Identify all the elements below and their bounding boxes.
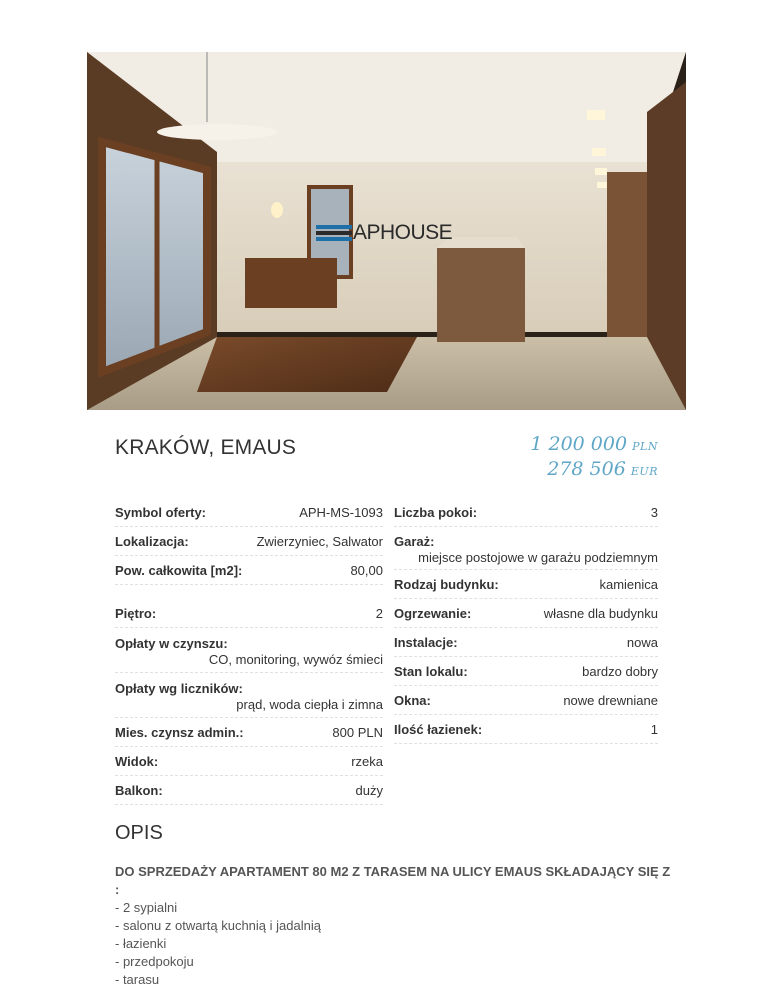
list-item: - 2 sypialni — [115, 900, 178, 915]
detail-value: miejsce postojowe w garażu podziemnym — [418, 550, 658, 565]
detail-value: własne dla budynku — [543, 606, 658, 621]
list-item: - przedpokoju — [115, 954, 194, 969]
detail-value: 800 PLN — [332, 725, 383, 740]
price-pln-amount: 1 200 000 — [530, 433, 628, 455]
description-body — [115, 863, 675, 989]
price-eur-amount: 278 506 — [547, 458, 626, 480]
detail-label: Okna: — [394, 693, 431, 708]
detail-row — [115, 675, 383, 718]
detail-label: Garaż: — [394, 534, 435, 549]
description-list — [115, 899, 675, 989]
price-pln-currency: PLN — [632, 440, 658, 453]
detail-label: Balkon: — [115, 783, 163, 798]
detail-label: Rodzaj budynku: — [394, 577, 499, 592]
price-eur-currency: EUR — [630, 465, 658, 478]
price-pln — [530, 433, 658, 458]
detail-row — [115, 529, 383, 556]
logo-bars-icon — [316, 225, 352, 241]
detail-value: rzeka — [351, 754, 383, 769]
detail-value: prąd, woda ciepła i zimna — [236, 697, 383, 712]
detail-value: 80,00 — [350, 563, 383, 578]
detail-value: CO, monitoring, wywóz śmieci — [208, 652, 383, 667]
listing-photo — [87, 52, 686, 410]
detail-label: Ogrzewanie: — [394, 606, 472, 621]
detail-value: Zwierzyniec, Salwator — [256, 534, 383, 549]
detail-row — [394, 572, 658, 599]
detail-value: 3 — [650, 505, 658, 520]
detail-row — [394, 601, 658, 628]
detail-label: Opłaty wg liczników: — [115, 681, 243, 696]
detail-row — [394, 659, 658, 686]
list-item: - łazienki — [115, 936, 167, 951]
detail-label: Opłaty w czynszu: — [115, 636, 228, 651]
detail-value: duży — [355, 783, 383, 798]
detail-row — [394, 630, 658, 657]
detail-row — [115, 749, 383, 776]
price-block — [530, 433, 658, 483]
detail-value: kamienica — [599, 577, 658, 592]
detail-label: Symbol oferty: — [115, 505, 207, 520]
detail-label: Piętro: — [115, 606, 157, 621]
detail-row — [394, 529, 658, 570]
list-item: - tarasu — [115, 972, 160, 987]
list-item: - salonu z otwartą kuchnią i jadalnią — [115, 918, 321, 933]
detail-label: Widok: — [115, 754, 159, 769]
description-lead: DO SPRZEDAŻY APARTAMENT 80 M2 Z TARASEM NA ULICY EMAUS SKŁADAJĄCY SIĘ Z : — [115, 864, 671, 897]
detail-row — [394, 500, 658, 527]
detail-row — [115, 558, 383, 585]
detail-row — [115, 720, 383, 747]
detail-value: 2 — [375, 606, 383, 621]
detail-value: APH-MS-1093 — [299, 505, 383, 520]
detail-row — [394, 688, 658, 715]
details-left — [115, 500, 383, 807]
aphouse-logo — [316, 219, 452, 247]
detail-value: nowa — [626, 635, 658, 650]
logo-text: APHOUSE — [353, 221, 453, 244]
detail-value: nowe drewniane — [563, 693, 658, 708]
listing-title: KRAKÓW, EMAUS — [115, 436, 297, 459]
detail-row — [115, 601, 383, 628]
detail-label: Pow. całkowita [m2]: — [115, 563, 243, 578]
detail-label: Mies. czynsz admin.: — [115, 725, 244, 740]
details-right — [394, 500, 658, 746]
detail-value: 1 — [650, 722, 658, 737]
detail-label: Instalacje: — [394, 635, 458, 650]
detail-label: Lokalizacja: — [115, 534, 189, 549]
detail-value: bardzo dobry — [582, 664, 658, 679]
detail-row — [394, 717, 658, 744]
description-heading: OPIS — [115, 822, 163, 844]
price-eur — [530, 458, 658, 483]
detail-row — [115, 630, 383, 673]
detail-label: Ilość łazienek: — [394, 722, 483, 737]
detail-label: Stan lokalu: — [394, 664, 468, 679]
detail-row — [115, 778, 383, 805]
detail-label: Liczba pokoi: — [394, 505, 478, 520]
detail-row — [115, 500, 383, 527]
